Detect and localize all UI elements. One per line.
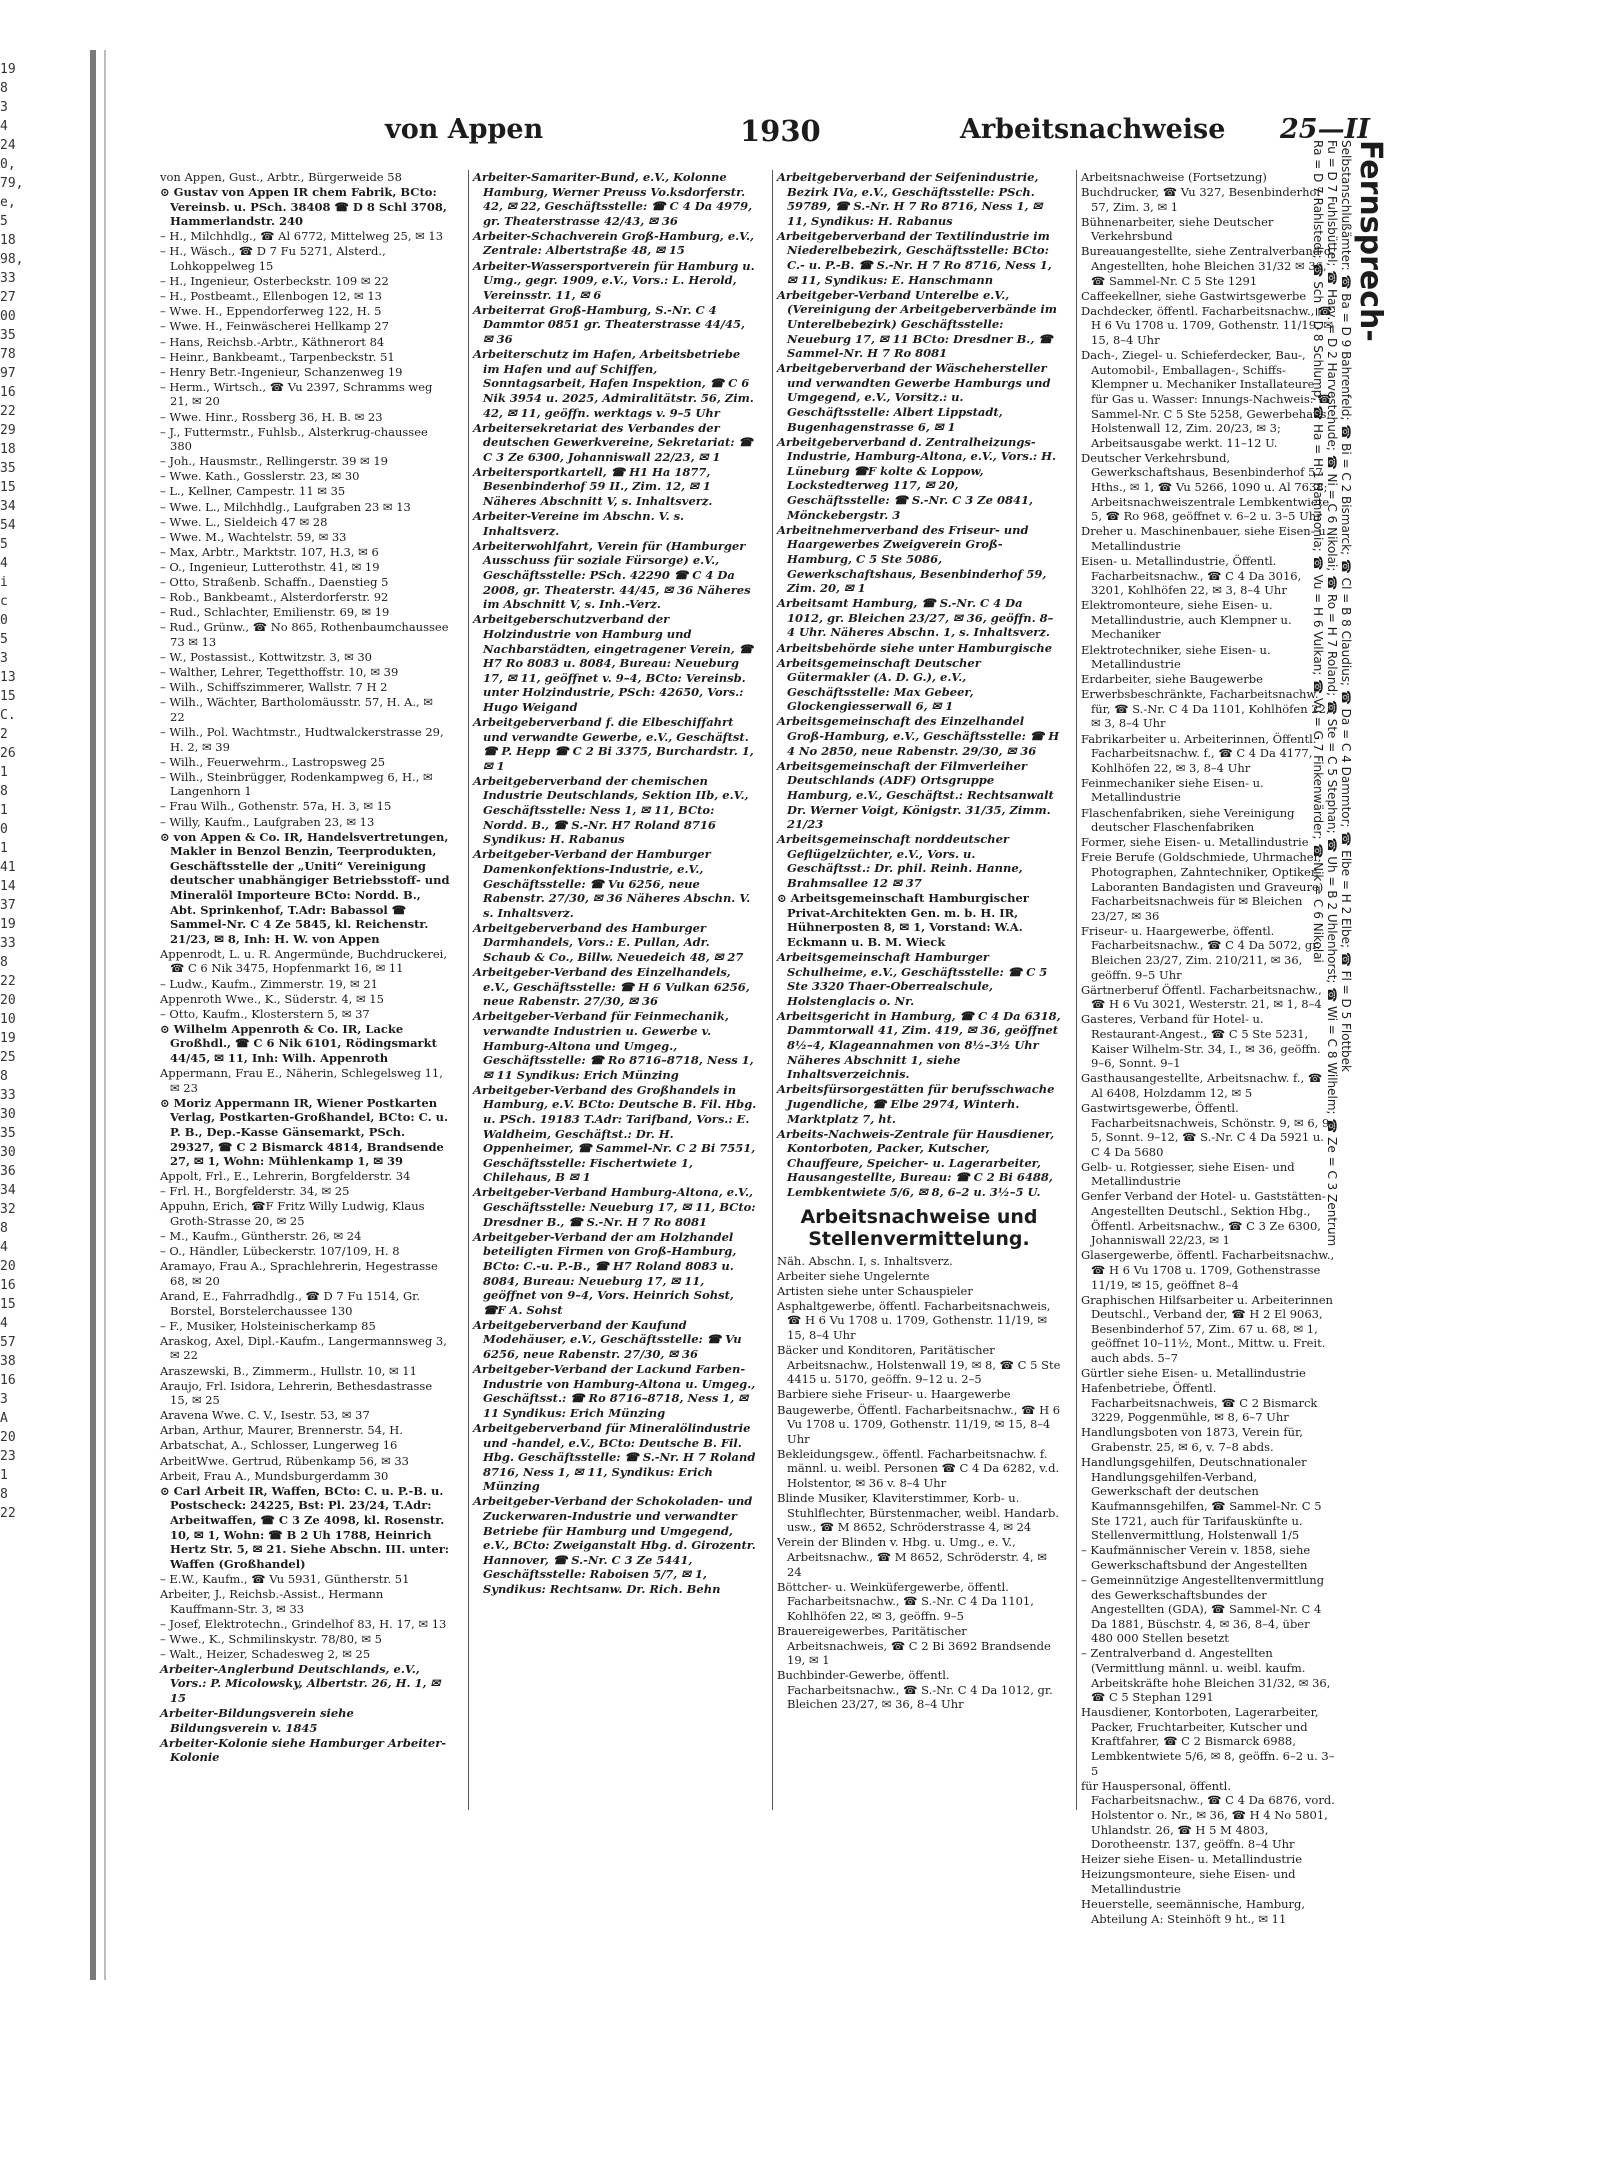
margin-fragment: 97 [0, 366, 16, 381]
directory-entry: Elektromonteure, siehe Eisen- u. Metallindustrie, auch Klempner u. Mechaniker [1081, 598, 1292, 642]
directory-entry: Arbeitgeberverband der Wäschehersteller und verwandten Gewerbe Hamburgs und Umgegend, e.V., Vorsitz.: u. Geschäftsstelle: Albert Lippstadt, Bugenhagenstrasse 6, ✉ 1 [777, 361, 1051, 434]
directory-entry: Arbeit, Frau A., Mundsburgerdamm 30 [160, 1468, 389, 1483]
directory-entry: Heizer siehe Eisen- u. Metallindustrie [1081, 1852, 1302, 1867]
directory-entry: Arbeitsgemeinschaft der Filmverleiher Deutschlands (ADF) Ortsgruppe Hamburg, e.V., Geschäftst.: Rechtsanwalt Dr. Werner Voigt, Königstr. 31/35, Zimm. 21/23 [777, 758, 1054, 832]
page-fold-shadow [90, 50, 96, 1980]
margin-fragment: 33 [0, 271, 16, 286]
directory-entry: – Walt., Heizer, Schadesweg 2, ✉ 25 [160, 1646, 371, 1661]
directory-entry: Arbeiter-Bildungsverein siehe Bildungsverein v. 1845 [160, 1706, 354, 1735]
directory-entry: Caffeekellner, siehe Gastwirtsgewerbe [1081, 288, 1307, 303]
directory-entry: – Zentralverband d. Angestellten (Vermittlung männl. u. weibl. kaufm. Arbeitskräfte hohe Bleichen 31/32, ✉ 36, ☎ C 5 Stephan 1291 [1081, 1646, 1331, 1705]
directory-entry: – J., Futtermstr., Fuhlsb., Alsterkrug-chaussee 380 [160, 424, 428, 454]
telephone-exchange-sidebar [1311, 140, 1390, 1640]
directory-entry: Näh. Abschn. I, s. Inhaltsverz. [777, 1253, 953, 1268]
directory-entry: – Max, Arbtr., Marktstr. 107, H.3, ✉ 6 [160, 544, 379, 559]
directory-entry: Bühnenarbeiter, siehe Deutscher Verkehrsbund [1081, 214, 1274, 244]
margin-fragment: 30 [0, 1145, 16, 1160]
margin-fragment: 4 [0, 1240, 8, 1255]
margin-fragment: 8 [0, 1221, 8, 1236]
directory-entry: Bureauangestellte, siehe Zentralverband d. Angestellten, hohe Bleichen 31/32 ✉ 36, ☎ Sammel-Nr. C 5 Ste 1291 [1081, 244, 1335, 288]
margin-fragment: 22 [0, 1506, 16, 1521]
directory-entry: Arbeiterrat Groß-Hamburg, S.-Nr. C 4 Dammtor 0851 gr. Theaterstrasse 44/45, ✉ 36 [473, 302, 746, 347]
directory-entry: Arbeitsgericht in Hamburg, ☎ C 4 Da 6318, Dammtorwall 41, Zim. 419, ✉ 36, geöffnet 8½–4, Klageannahmen von 8½–3½ Uhr Näheres Abschnitt 1, siehe Inhaltsverzeichnis. [777, 1008, 1061, 1082]
directory-entry: – E.W., Kaufm., ☎ Vu 5931, Güntherstr. 51 [160, 1571, 410, 1586]
margin-fragment: 35 [0, 1126, 16, 1141]
directory-entry: Arbeitsgemeinschaft Hamburger Schulheime, e.V., Geschäftsstelle: ☎ C 5 Ste 3320 Thaer-Oberrealschule, Holstenglacis o. Nr. [777, 949, 1048, 1008]
margin-fragment: 35 [0, 461, 16, 476]
directory-entry: Arbeitgeber-Verband der Schokoladen- und Zuckerwaren-Industrie und verwandter Betriebe für Hamburg und Umgegend, e.V., BCto: Zweiganstalt Hbg. d. Girozentr. Hannover, ☎ S.-Nr. C 3 Ze 5441, Geschäftsstelle: Raboisen 5/7, ✉ 1, Syndikus: Rechtsanw. Dr. Rich. Behn [473, 1494, 756, 1596]
directory-entry: – Joh., Hausmstr., Rellingerstr. 39 ✉ 19 [160, 454, 388, 469]
sidebar-line: Fu = D 7 Fuhlsbüttel; ☎ Harv. = D 2 Harvestehude; ☎ Ni = C 6 Nikolai; ☎ Ro = H 7 Roland; ☎ Ste = C 5 Stephan; ☎ Uh = B 2 Uhlenhorst; ☎ Wi = C 8 Wilhelm; ☎ Ze = C 3 Zentrum [1325, 140, 1339, 1247]
directory-entry: Handlungsgehilfen, Deutschnationaler Handlungsgehilfen-Verband, Gewerkschaft der deutschen Kaufmannsgehilfen, ☎ Sammel-Nr. C 5 Ste 1721, auch für Tarifauskünfte u. Stellenvermittlung, Holstenwall 1/5 [1081, 1455, 1322, 1543]
directory-entry: für Hauspersonal, öffentl. Facharbeitsnachw., ☎ C 4 Da 6876, vord. Holstentor o. Nr., ✉ 36, ☎ H 4 No 5801, Uhlandstr. 26, ☎ H 5 M 4803, Dorotheenstr. 137, geöffn. 8–4 Uhr [1081, 1778, 1335, 1852]
sidebar-title: Fernsprech- [1353, 140, 1388, 342]
margin-fragment: 24 [0, 138, 16, 153]
margin-fragment: i [0, 575, 8, 590]
margin-fragment: 32 [0, 1202, 16, 1217]
margin-fragment: 41 [0, 860, 16, 875]
directory-entry: Arbeitsnachweise (Fortsetzung) [1081, 170, 1267, 184]
directory-entry: Gasteres, Verband für Hotel- u. Restaurant-Angest., ☎ C 5 Ste 5231, Kaiser Wilhelm-Str. 34, I., ✉ 36, geöffn. 9–6, Sonnt. 9–1 [1081, 1012, 1321, 1071]
directory-entry: Erwerbsbeschränkte, Facharbeitsnachw. für, ☎ S.-Nr. C 4 Da 1101, Kohlhöfen 22, ✉ 3, 8–4 Uhr [1081, 687, 1330, 731]
directory-entry: Flaschenfabriken, siehe Vereinigung deutscher Flaschenfabriken [1081, 805, 1295, 835]
margin-fragment: 27 [0, 290, 16, 305]
directory-entry: – W., Postassist., Kottwitzstr. 3, ✉ 30 [160, 650, 372, 664]
directory-entry: – Heinr., Bankbeamt., Tarpenbeckstr. 51 [160, 349, 395, 364]
directory-entry: Hafenbetriebe, Öffentl. Facharbeitsnachweis, ☎ C 2 Bismarck 3229, Poggenmühle, ✉ 8, 6–7 Uhr [1081, 1381, 1318, 1425]
directory-entry: Arbeits-Nachweis-Zentrale für Hausdiener, Kontorboten, Packer, Kutscher, Chauffeure, Speicher- u. Lagerarbeiter, Hausangestellte, Bureau: ☎ C 2 Bi 6488, Lembkentwiete 5/6, ✉ 8, 6–2 u. 3½–5 U. [777, 1126, 1055, 1199]
directory-entry: Fabrikarbeiter u. Arbeiterinnen, Öffentl. Facharbeitsnachw. f., ☎ C 4 Da 4177, Kohlhöfen 22, ✉ 3, 8–4 Uhr [1081, 731, 1317, 775]
directory-entry: Arbeitgeberverband der Textilindustrie im Niederelbebezirk, Geschäftsstelle: BCto: C.- u. P.-B. ☎ S.-Nr. H 7 Ro 8716, Ness 1, ✉ 11, Syndikus: E. Hanschmann [777, 228, 1052, 287]
directory-entry: Arbeitnehmerverband des Friseur- und Haargewerbes Zweigverein Groß-Hamburg, C 5 Ste 5086, Gewerkschaftshaus, Besenbinderhof 59, Zim. 20, ✉ 1 [777, 522, 1047, 596]
margin-fragment: 79, [0, 176, 24, 191]
directory-entry: – Wilh., Pol. Wachtmstr., Hudtwalckerstrasse 29, H. 2, ✉ 39 [160, 724, 444, 754]
margin-fragment: 26 [0, 746, 16, 761]
directory-entry: Arbeiter-Kolonie siehe Hamburger Arbeiter-Kolonie [160, 1735, 447, 1765]
directory-entry: Böttcher- u. Weinküfergewerbe, öffentl. Facharbeitsnachw., ☎ S.-Nr. C 4 Da 1101, Kohlhöfen 22, ✉ 3, geöffn. 9–5 [777, 1579, 1034, 1623]
column-2 [468, 170, 757, 1810]
directory-entry: Gastwirtsgewerbe, Öffentl. Facharbeitsnachweis, Schönstr. 9, ✉ 6, 9–5, Sonnt. 9–12, ☎ S.-Nr. C 4 Da 5921 u. C 4 Da 5680 [1081, 1100, 1336, 1159]
directory-entry: Appenroth Wwe., K., Süderstr. 4, ✉ 15 [160, 991, 384, 1006]
directory-entry: Arbeiter-Anglerbund Deutschlands, e.V., Vors.: P. Micolowsky, Albertstr. 26, H. 1, ✉ 15 [160, 1661, 441, 1706]
directory-entry: – O., Ingenieur, Lutterothstr. 41, ✉ 19 [160, 559, 380, 574]
margin-fragment: 38 [0, 1354, 16, 1369]
margin-fragment: 37 [0, 898, 16, 913]
margin-fragment: 35 [0, 328, 16, 343]
margin-fragment: 14 [0, 879, 16, 894]
margin-fragment: 3 [0, 651, 8, 666]
directory-entry: – Wwe. Hinr., Rossberg 36, H. B. ✉ 23 [160, 409, 383, 424]
margin-fragment: 5 [0, 214, 8, 229]
directory-entry: Arbeitgeber-Verband Unterelbe e.V., (Vereinigung der Arbeitgeberverbände im Unterelbebezirk) Geschäftsstelle: Neueburg 17, ✉ 11 BCto: Dresdner B., ☎ Sammel-Nr. H 7 Ro 8081 [777, 287, 1057, 361]
section-heading: Arbeitsnachweise und Stellenvermittelung. [800, 1205, 1038, 1250]
directory-entry: ⊙ Wilhelm Appenroth & Co. IR, Lacke Großhdl., ☎ C 6 Nik 6101, Rödingsmarkt 44/45, ✉ 11, Inh: Wilh. Appenroth [160, 1021, 437, 1066]
directory-entry: ⊙ Arbeitsgemeinschaft Hamburgischer Privat-Architekten Gen. m. b. H. IR, Hühnerposten 8, ✉ 1, Vorstand: W.A. Eckmann u. B. M. Wieck [777, 891, 1029, 949]
margin-fragment: 3 [0, 1392, 8, 1407]
directory-entry: – Herm., Wirtsch., ☎ Vu 2397, Schramms weg 21, ✉ 20 [160, 379, 433, 409]
directory-entry: – Frl. H., Borgfelderstr. 34, ✉ 25 [160, 1184, 350, 1199]
directory-entry: Appenrodt, L. u. R. Angermünde, Buchdruckerei, ☎ C 6 Nik 3475, Hopfenmarkt 16, ✉ 11 [160, 946, 447, 976]
directory-entry: Dreher u. Maschinenbauer, siehe Eisen- u. Metallindustrie [1081, 524, 1330, 553]
margin-fragment: 78 [0, 347, 16, 362]
margin-fragment: 22 [0, 404, 16, 419]
margin-fragment: 5 [0, 632, 8, 647]
margin-fragment: 3 [0, 100, 8, 115]
margin-fragment: 36 [0, 1164, 16, 1179]
directory-entry: Hausdiener, Kontorboten, Lagerarbeiter, Packer, Fruchtarbeiter, Kutscher und Kraftfahrer, ☎ C 2 Bismarck 6988, Lembkentwiete 5/6, ✉ 8, geöffn. 6–2 u. 3–5 [1081, 1705, 1335, 1778]
margin-fragment: 25 [0, 1050, 16, 1065]
directory-entry: Bäcker und Konditoren, Paritätischer Arbeitsnachw., Holstenwall 19, ✉ 8, ☎ C 5 Ste 4415 u. 5170, geöffn. 9–12 u. 2–5 [777, 1343, 1061, 1387]
directory-entry: Araskog, Axel, Dipl.-Kaufm., Langermannsweg 3, ✉ 22 [160, 1333, 447, 1363]
directory-entry: Buchdrucker, ☎ Vu 327, Besenbinderhof 57, Zim. 3, ✉ 1 [1081, 185, 1321, 214]
directory-entry: Buchbinder-Gewerbe, öffentl. Facharbeitsnachw., ☎ S.-Nr. C 4 Da 1012, gr. Bleichen 23/27, ✉ 36, 8–4 Uhr [777, 1668, 1053, 1712]
directory-entry: Deutscher Verkehrsbund, Gewerkschaftshaus, Besenbinderhof 57 Hths., ✉ 1, ☎ Vu 5266, 1090 u. Al 7638; Arbeitsnachweiszentrale Lembkentwiete 5, ☎ Ro 968, geöffnet v. 6–2 u. 3–5 Uhr [1081, 450, 1330, 524]
margin-fragment: 34 [0, 499, 16, 514]
directory-entry: Gürtler siehe Eisen- u. Metallindustrie [1081, 1366, 1306, 1381]
directory-entry: – Rud., Schlachter, Emilienstr. 69, ✉ 19 [160, 605, 390, 620]
directory-entry: – Henry Betr.-Ingenieur, Schanzenweg 19 [160, 364, 403, 379]
directory-entry: – Otto, Kaufm., Klosterstern 5, ✉ 37 [160, 1006, 370, 1021]
directory-entry: Appuhn, Erich, ☎F Fritz Willy Ludwig, Klaus Groth-Strasse 20, ✉ 25 [160, 1199, 425, 1229]
directory-entry: – Kaufmännischer Verein v. 1858, siehe Gewerkschaftsbund der Angestellten [1081, 1543, 1311, 1572]
directory-entry: Arbeitgeberverband der chemischen Industrie Deutschlands, Sektion IIb, e.V., Geschäftsstelle: Ness 1, ✉ 11, BCto: Nordd. B., ☎ S.-Nr. H7 Roland 8716 Syndikus: H. Rabanus [473, 773, 749, 847]
header-year: 1930 [740, 114, 821, 148]
directory-entry: – O., Händler, Lübeckerstr. 107/109, H. 8 [160, 1244, 400, 1259]
page-header [160, 110, 1390, 158]
directory-page [160, 110, 1390, 1926]
directory-entry: Arand, E., Fahrradhdlg., ☎ D 7 Fu 1514, Gr. Borstel, Borstelerchaussee 130 [160, 1289, 421, 1318]
directory-entry: Gelb- u. Rotgiesser, siehe Eisen- und Metallindustrie [1081, 1159, 1295, 1189]
column-4 [1076, 170, 1336, 1926]
directory-entry: Erdarbeiter, siehe Baugewerbe [1081, 672, 1263, 687]
margin-fragment: 00 [0, 309, 16, 324]
directory-entry: Arbeiter-Vereine im Abschn. V. s. Inhaltsverz. [473, 509, 685, 538]
margin-fragment: 29 [0, 423, 16, 438]
directory-entry: Arbeitgeberverband d. Zentralheizungs-Industrie, Hamburg-Altona, e.V., Vors.: H. Lüneburg ☎F kolte & Loppow, Lockstedterweg 117, ✉ 20, Geschäftsstelle: ☎ S.-Nr. C 3 Ze 0841, Mönckebergstr. 3 [777, 434, 1056, 522]
page-fold-edge [104, 50, 106, 1980]
margin-fragment: 1 [0, 841, 8, 856]
directory-entry: Aravena Wwe. C. V., Isestr. 53, ✉ 37 [160, 1408, 370, 1423]
margin-fragment: 16 [0, 385, 16, 400]
directory-columns [160, 170, 1390, 1926]
column-3 [772, 170, 1061, 1810]
directory-entry: – Gemeinnützige Angestelltenvermittlung des Gewerkschaftsbundes der Angestellten (GDA), ☎ Sammel-Nr. C 4 Da 1881, Büschstr. 4, ✉ 36, 8–4, über 480 000 Stellen besetzt [1081, 1572, 1325, 1646]
directory-entry: Arbeitersportkartell, ☎ H1 Ha 1877, Besenbinderhof 59 II., Zim. 12, ✉ 1 Näheres Abschnitt V, s. Inhaltsverz. [473, 464, 713, 509]
margin-fragment: 19 [0, 62, 16, 77]
directory-entry: Arbeitsamt Hamburg, ☎ S.-Nr. C 4 Da 1012, gr. Bleichen 23/27, ✉ 36, geöffn. 8–4 Uhr. Näheres Abschn. 1, s. Inhaltsverz. [777, 596, 1054, 640]
directory-entry: von Appen, Gust., Arbtr., Bürgerweide 58 [160, 170, 402, 184]
directory-entry: – Wilh., Feuerwehrm., Lastropsweg 25 [160, 754, 386, 769]
directory-entry: Arbeitgeber-Verband der Hamburger Damenkonfektions-Industrie, e.V., Geschäftsstelle: ☎ Vu 6256, neue Rabenstr. 27/30, ✉ 36 Näheres Abschn. V. s. Inhaltsverz. [473, 847, 751, 920]
directory-entry: Arban, Arthur, Maurer, Brennerstr. 54, H. [160, 1423, 403, 1438]
directory-entry: – Wwe. H., Feinwäscherei Hellkamp 27 [160, 319, 389, 334]
directory-entry: – H., Wäsch., ☎ D 7 Fu 5271, Alsterd., Lohkoppelweg 15 [160, 244, 386, 274]
directory-entry: Dach-, Ziegel- u. Schieferdecker, Bau-, Automobil-, Emballagen-, Schiffs-Klempner u. Mechaniker Installateure für Gas u. Wasser: Innungs-Nachweis: ☎ Sammel-Nr. C 5 Ste 5258, Gewerbehaus, Holstenwall 12, Zim. 20/23, ✉ 3; Arbeitsausgabe werkt. 11–12 U. [1081, 348, 1332, 450]
column-1 [160, 170, 450, 1810]
margin-fragment: 19 [0, 1031, 16, 1046]
margin-fragment: 54 [0, 518, 16, 533]
directory-entry: Arbeitgeber-Verband der Lackund Farben-Industrie von Hamburg-Altona u. Umgeg., Geschäftsst.: ☎ Ro 8716–8718, Ness 1, ✉ 11 Syndikus: Erich Münzing [473, 1362, 756, 1420]
directory-entry: Gasthausangestellte, Arbeitsnachw. f., ☎ Al 6408, Holzdamm 12, ✉ 5 [1081, 1071, 1323, 1100]
directory-entry: Heizungsmonteure, siehe Eisen- und Metallindustrie [1081, 1867, 1296, 1896]
directory-entry: Freie Berufe (Goldschmiede, Uhrmacher, Photographen, Zahntechniker, Optiker, Laboranten Bandagisten und Graveure) Facharbeitsnachweis für ✉ Bleichen 23/27, ✉ 36 [1081, 850, 1324, 923]
directory-entry: Genfer Verband der Hotel- u. Gaststätten-Angestellten Deutschl., Sektion Hbg., Öffentl. Arbeitsnachw., ☎ C 3 Ze 6300, Johanniswall 22/23, ✉ 1 [1081, 1189, 1326, 1248]
margin-fragment: 18 [0, 233, 16, 248]
directory-entry: Blinde Musiker, Klaviterstimmer, Korb- u. Stuhlflechter, Bürstenmacher, weibl. Handarb. usw., ☎ M 8652, Schröderstrasse 4, ✉ 24 [777, 1491, 1060, 1535]
directory-entry: Arbeitgeber-Verband des Einzelhandels, e.V., Geschäftsstelle: ☎ H 6 Vulkan 6256, neue Rabenstr. 27/30, ✉ 36 [473, 965, 750, 1009]
margin-fragment: C. [0, 708, 16, 723]
directory-entry: Eisen- u. Metallindustrie, Öffentl. Facharbeitsnachw., ☎ C 4 Da 3016, 3201, Kohlhöfen 22, ✉ 3, 8–4 Uhr [1081, 553, 1302, 598]
directory-entry: Baugewerbe, Öffentl. Facharbeitsnachw., ☎ H 6 Vu 1708 u. 1709, Gothenstr. 11/19, ✉ 15, 8–4 Uhr [777, 1402, 1061, 1446]
margin-fragment: 19 [0, 917, 16, 932]
margin-fragment: 0 [0, 822, 8, 837]
directory-entry: – Wwe. Kath., Gosslerstr. 23, ✉ 30 [160, 469, 360, 484]
header-running-name: von Appen [385, 114, 544, 145]
margin-fragment: 0, [0, 157, 16, 172]
directory-entry: Arbeiterwohlfahrt, Verein für (Hamburger Ausschuss für soziale Fürsorge) e.V., Geschäftsstelle: PSch. 42290 ☎ C 4 Da 2008, gr. Theaterstr. 44/45, ✉ 36 Näheres im Abschnitt V, s. Inh.-Verz. [473, 538, 751, 612]
margin-fragment: 18 [0, 442, 16, 457]
margin-fragment: 23 [0, 1449, 16, 1464]
directory-entry: Araszewski, B., Zimmerm., Hullstr. 10, ✉ 11 [160, 1363, 417, 1378]
directory-entry: – H., Milchhdlg., ☎ Al 6772, Mittelweg 25, ✉ 13 [160, 229, 444, 244]
directory-entry: – Wwe. L., Milchhdlg., Laufgraben 23 ✉ 13 [160, 499, 411, 514]
directory-entry: Barbiere siehe Friseur- u. Haargewerbe [777, 1387, 1011, 1402]
margin-fragment: 16 [0, 1373, 16, 1388]
directory-entry: Brauereigewerbes, Paritätischer Arbeitsnachweis, ☎ C 2 Bi 3692 Brandsende 19, ✉ 1 [777, 1623, 1051, 1668]
directory-entry: Arbatschat, A., Schlosser, Lungerweg 16 [160, 1438, 398, 1453]
directory-entry: Verein der Blinden v. Hbg. u. Umg., e. V., Arbeitsnachw., ☎ M 8652, Schröderstr. 4, ✉ 24 [777, 1535, 1047, 1579]
directory-entry: Feinmechaniker siehe Eisen- u. Metallindustrie [1081, 775, 1264, 805]
margin-fragment: 8 [0, 955, 8, 970]
margin-fragment: 8 [0, 1487, 8, 1502]
directory-entry: Arbeitgeberverband des Hamburger Darmhandels, Vors.: E. Pullan, Adr. Schaub & Co., Billw. Neuedeich 48, ✉ 27 [473, 920, 744, 964]
directory-entry: Bekleidungsgew., öffentl. Facharbeitsnachw. f. männl. u. weibl. Personen ☎ C 4 Da 6282, v.d. Holstentor, ✉ 36 v. 8–4 Uhr [777, 1446, 1060, 1490]
header-page-number: 25—II [1280, 114, 1370, 145]
margin-fragment: 20 [0, 1430, 16, 1445]
margin-fragment: 4 [0, 119, 8, 134]
directory-entry: ArbeitWwe. Gertrud, Rübenkamp 56, ✉ 33 [160, 1453, 409, 1468]
directory-entry: – Wwe. M., Wachtelstr. 59, ✉ 33 [160, 529, 347, 544]
directory-entry: – Wilh., Steinbrügger, Rodenkampweg 6, H., ✉ Langenhorn 1 [160, 769, 433, 799]
margin-fragment: 8 [0, 1069, 8, 1084]
directory-entry: Arbeitgeber-Verband für Feinmechanik, verwandte Industrien u. Gewerbe v. Hamburg-Altona und Umgeg., Geschäftsstelle: ☎ Ro 8716–8718, Ness 1, ✉ 11 Syndikus: Erich Münzing [473, 1009, 754, 1082]
margin-fragment: 2 [0, 727, 8, 742]
directory-entry: Arbeitgeberverband f. die Elbeschiffahrt und verwandte Gewerbe, e.V., Geschäftst. ☎ P. Hepp ☎ C 2 Bi 3375, Burchardstr. 1, ✉ 1 [473, 714, 754, 773]
margin-fragment: 1 [0, 1468, 8, 1483]
directory-entry: – Wilh., Wächter, Bartholomäusstr. 57, H. A., ✉ 22 [160, 695, 433, 724]
directory-entry: Arbeitgeberverband für Mineralölindustrie und -handel, e.V., BCto: Deutsche B. Fil. Hbg. Geschäftsstelle: ☎ S.-Nr. H 7 Roland 8716, Ness 1, ✉ 11, Syndikus: Erich Münzing [473, 1420, 756, 1494]
directory-entry: – Rud., Grünw., ☎ No 865, Rothenbaumchaussee 73 ✉ 13 [160, 620, 449, 649]
directory-entry: Arbeiter-Samariter-Bund, e.V., Kolonne Hamburg, Werner Preuss Vo.ksdorferstr. 42, ✉ 22, Geschäftsstelle: ☎ C 4 Da 4979, gr. Theaterstrasse 42/43, ✉ 36 [473, 170, 753, 228]
margin-fragment: 4 [0, 556, 8, 571]
directory-entry: Araujo, Frl. Isidora, Lehrerin, Bethesdastrasse 15, ✉ 25 [160, 1378, 433, 1408]
directory-entry: – Walther, Lehrer, Tegetthoffstr. 10, ✉ 39 [160, 665, 399, 680]
directory-entry: Handlungsboten von 1873, Verein für, Grabenstr. 25, ✉ 6, v. 7–8 abds. [1081, 1425, 1303, 1455]
margin-fragment: 8 [0, 784, 8, 799]
directory-entry: Glasergewerbe, öffentl. Facharbeitsnachw., ☎ H 6 Vu 1708 u. 1709, Gothenstrasse 11/19, ✉ 15, geöffnet 8–4 [1081, 1248, 1335, 1292]
margin-fragment: 1 [0, 803, 8, 818]
directory-entry: – H., Ingenieur, Osterbeckstr. 109 ✉ 22 [160, 274, 389, 289]
directory-entry: Dachdecker, öffentl. Facharbeitsnachw., ☎ H 6 Vu 1708 u. 1709, Gothenstr. 11/19, ✉ 15, 8–4 Uhr [1081, 303, 1334, 348]
margin-fragment: 16 [0, 1278, 16, 1293]
directory-entry: ⊙ von Appen & Co. IR, Handelsvertretungen, Makler in Benzol Benzin, Teerprodukten, Geschäftsstelle der „Uniti“ Vereinigung deutscher unabhängiger Betriebsstoff- und Mineralöl Importeure BCto: Nordd. B., Abt. Sprinkenhof, T.Adr: Babassol ☎ Sammel-Nr. C 4 Ze 5845, kl. Reichenstr. 21/23, ✉ 8, Inh: H. W. von Appen [160, 829, 450, 946]
directory-entry: Graphischen Hilfsarbeiter u. Arbeiterinnen Deutschl., Verband der, ☎ H 2 El 9063, Besenbinderhof 57, Zim. 67 u. 68, ✉ 1, geöffnet 10–11½, Mont., Mittw. u. Freit. auch abds. 5–7 [1081, 1292, 1333, 1365]
margin-fragment: 33 [0, 936, 16, 951]
margin-fragment: 15 [0, 480, 16, 495]
directory-entry: Arbeitsgemeinschaft Deutscher Gütermakler (A. D. G.), e.V., Geschäftsstelle: Max Gebeer, Glockengiesserwall 6, ✉ 1 [777, 655, 981, 714]
directory-entry: Gärtnerberuf Öffentl. Facharbeitsnachw., ☎ H 6 Vu 3021, Westerstr. 21, ✉ 1, 8–4 [1081, 982, 1322, 1012]
directory-entry: Arbeitersekretariat des Verbandes der deutschen Gewerkvereine, Sekretariat: ☎ C 3 Ze 6300, Johanniswall 22/23, ✉ 1 [473, 420, 753, 464]
directory-entry: – Wwe. L., Sieldeich 47 ✉ 28 [160, 514, 328, 529]
directory-entry: Arbeitgeber-Verband des Großhandels in Hamburg, e.V. BCto: Deutsche B. Fil. Hbg. u. PSch. 19183 T.Adr: Tarifband, Vors.: E. Waldheim, Geschäftst.: Dr. H. Oppenheimer, ☎ Sammel-Nr. C 2 Bi 7551, Geschäftsstelle: Fischertwiete 1, Chilehaus, B ✉ 1 [473, 1082, 757, 1185]
directory-entry: Arbeitgeberverband der Seifenindustrie, Bezirk IVa, e.V., Geschäftsstelle: PSch. 59789, ☎ S.-Nr. H 7 Ro 8716, Ness 1, ✉ 11, Syndikus: H. Rabanus [777, 170, 1043, 228]
directory-entry: Arbeiter siehe Ungelernte [777, 1268, 930, 1283]
margin-fragment: c [0, 594, 8, 609]
margin-fragment: 15 [0, 1297, 16, 1312]
margin-fragment: 5 [0, 537, 8, 552]
margin-fragment: 1 [0, 765, 8, 780]
directory-entry: Heuerstelle, seemännische, Hamburg, Abteilung A: Steinhöft 9 ht., ✉ 11 [1081, 1896, 1306, 1926]
directory-entry: – Wwe., K., Schmilinskystr. 78/80, ✉ 5 [160, 1631, 382, 1646]
sidebar-line: Selbstanschlußämter: ☎ Ba = D 9 Bahrenfeld; ☎ Bi = C 2 Bismarck; ☎ Cl = B 8 Claudius; ☎ Da = C 4 Dammtor; ☎ Elbe = H 2 Elbe; ☎ Fl = D 5 Flottbek [1339, 140, 1353, 1072]
margin-fragment: 8 [0, 81, 8, 96]
margin-fragment: 15 [0, 689, 16, 704]
directory-entry: Former, siehe Eisen- u. Metallindustrie [1081, 835, 1309, 850]
margin-fragment: 98, [0, 252, 24, 267]
directory-entry: – H., Postbeamt., Ellenbogen 12, ✉ 13 [160, 289, 382, 304]
directory-entry: Friseur- u. Haargewerbe, öffentl. Facharbeitsnachw., ☎ C 4 Da 5072, gr. Bleichen 23/27, Zim. 210/211, ✉ 36, geöffn. 9–5 Uhr [1081, 923, 1321, 982]
directory-entry: – Wilh., Schiffszimmerer, Wallstr. 7 H 2 [160, 680, 388, 695]
directory-entry: – L., Kellner, Campestr. 11 ✉ 35 [160, 484, 346, 499]
directory-entry: Aramayo, Frau A., Sprachlehrerin, Hegestrasse 68, ✉ 20 [160, 1259, 438, 1288]
margin-fragment: A [0, 1411, 8, 1426]
directory-entry: Arbeitsbehörde siehe unter Hamburgische [777, 640, 1053, 655]
directory-entry: Artisten siehe unter Schauspieler [777, 1283, 973, 1298]
directory-entry: Arbeitsfürsorgestätten für berufsschwache Jugendliche, ☎ Elbe 2974, Winterh. Marktplatz 7, ht. [777, 1082, 1055, 1126]
sidebar-line: Ra = D 7 Rahlstedt; ☎ Sch = D 8 Schlump; ☎ Ha = H 1 Hammonia; ☎ Vu = H 6 Vulkan; ☎ Vu = G 7 Finkenwärder; ☎ Nik = C 6 Nikolai [1311, 140, 1325, 963]
directory-entry: – M., Kaufm., Güntherstr. 26, ✉ 24 [160, 1229, 362, 1244]
directory-entry: Arbeitgeber-Verband Hamburg-Altona, e.V., Geschäftsstelle: Neueburg 17, ✉ 11, BCto: Dresdner B., ☎ S.-Nr. H 7 Ro 8081 [473, 1185, 756, 1229]
header-section: Arbeitsnachweise [960, 114, 1226, 145]
directory-entry: – Rob., Bankbeamt., Alsterdorferstr. 92 [160, 590, 389, 605]
directory-entry: – Ludw., Kaufm., Zimmerstr. 19, ✉ 21 [160, 976, 378, 991]
directory-entry: ⊙ Gustav von Appen IR chem Fabrik, BCto: Vereinsb. u. PSch. 38408 ☎ D 8 Schl 3708, Hammerlandstr. 240 [160, 185, 447, 229]
directory-entry: Arbeitgeber-Verband der am Holzhandel beteiligten Firmen von Groß-Hamburg, BCto: C.-u. P.-B., ☎ H7 Roland 8083 u. 8084, Bureau: Neueburg 17, ✉ 11, geöffnet von 9–4, Vors. Heinrich Sohst, ☎F A. Sohst [473, 1229, 737, 1317]
directory-entry: – Willy, Kaufm., Laufgraben 23, ✉ 13 [160, 814, 375, 829]
directory-entry: Arbeiter-Wassersportverein für Hamburg u. Umg., gegr. 1909, e.V., Vors.: L. Herold, Vereinsstr. 11, ✉ 6 [473, 258, 755, 302]
margin-fragment: e, [0, 195, 16, 210]
margin-fragment: 0 [0, 613, 8, 628]
margin-fragment: 4 [0, 1316, 8, 1331]
directory-entry: Arbeiter, J., Reichsb.-Assist., Hermann Kauffmann-Str. 3, ✉ 33 [160, 1586, 384, 1616]
directory-entry: Appermann, Frau E., Näherin, Schlegelsweg 11, ✉ 23 [160, 1066, 443, 1095]
directory-entry: Elektrotechniker, siehe Eisen- u. Metallindustrie [1081, 642, 1271, 672]
neighbor-page-margin [0, 60, 24, 1940]
directory-entry: – Wwe. H., Eppendorferweg 122, H. 5 [160, 304, 382, 319]
directory-entry: Arbeitsgemeinschaft norddeutscher Geflügelzüchter, e.V., Vors. u. Geschäftsst.: Dr. phil. Reinh. Hanne, Brahmsallee 12 ✉ 37 [777, 832, 1023, 890]
directory-entry: Arbeitsgemeinschaft des Einzelhandel Groß-Hamburg, e.V., Geschäftsstelle: ☎ H 4 No 2850, neue Rabenstr. 29/30, ✉ 36 [777, 714, 1060, 758]
margin-fragment: 20 [0, 993, 16, 1008]
margin-fragment: 13 [0, 670, 16, 685]
margin-fragment: 33 [0, 1088, 16, 1103]
directory-entry: ⊙ Moriz Appermann IR, Wiener Postkarten Verlag, Postkarten-Großhandel, BCto: C. u. P. B., Dep.-Kasse Gänsemarkt, PSch. 29327, ☎ C 2 Bismarck 4814, Brandsende 27, ✉ 1, Wohn: Mühlenkamp 1, ✉ 39 [160, 1095, 448, 1169]
directory-entry: Arbeiter-Schachverein Groß-Hamburg, e.V., Zentrale: Albertstraße 48, ✉ 15 [473, 228, 755, 258]
margin-fragment: 30 [0, 1107, 16, 1122]
directory-entry: – Josef, Elektrotechn., Grindelhof 83, H. 17, ✉ 13 [160, 1616, 447, 1631]
directory-entry: Arbeiterschutz im Hafen, Arbeitsbetriebe im Hafen und auf Schiffen, Sonntagsarbeit, Hafen Inspektion, ☎ C 6 Nik 3954 u. 2025, Admiralitätstr. 56, Zim. 42, ✉ 11, geöffn. werktags v. 9–5 Uhr [473, 347, 754, 420]
directory-entry: – Hans, Reichsb.-Arbtr., Käthnerort 84 [160, 334, 385, 349]
directory-entry: – Otto, Straßenb. Schaffn., Daenstieg 5 [160, 575, 389, 590]
directory-entry: Asphaltgewerbe, öffentl. Facharbeitsnachweis, ☎ H 6 Vu 1708 u. 1709, Gothenstr. 11/19, ✉ 15, 8–4 Uhr [777, 1298, 1051, 1343]
directory-entry: – F., Musiker, Holsteinischerkamp 85 [160, 1318, 376, 1333]
directory-entry: Arbeitgeberverband der Kaufund Modehäuser, e.V., Geschäftsstelle: ☎ Vu 6256, neue Rabenstr. 27/30, ✉ 36 [473, 1317, 742, 1361]
margin-fragment: 57 [0, 1335, 16, 1350]
directory-entry: ⊙ Carl Arbeit IR, Waffen, BCto: C. u. P.-B. u. Postscheck: 24225, Bst: Pl. 23/24, T.Adr: Arbeitwaffen, ☎ C 3 Ze 4098, kl. Rosenstr. 10, ✉ 1, Wohn: ☎ B 2 Uh 1788, Heinrich Hertz Str. 5, ✉ 21. Siehe Abschn. III. unter: Waffen (Großhandel) [160, 1483, 450, 1571]
margin-fragment: 34 [0, 1183, 16, 1198]
margin-fragment: 10 [0, 1012, 16, 1027]
directory-entry: Appolt, Frl., E., Lehrerin, Borgfelderstr. 34 [160, 1169, 411, 1184]
sidebar-rotated-text [1311, 140, 1388, 1640]
margin-fragment: 22 [0, 974, 16, 989]
directory-entry: – Frau Wilh., Gothenstr. 57a, H. 3, ✉ 15 [160, 799, 392, 814]
margin-fragment: 20 [0, 1259, 16, 1274]
directory-entry: Arbeitgeberschutzverband der Holzindustrie von Hamburg und Nachbarstädten, eingetragener Verein, ☎ H7 Ro 8083 u. 8084, Bureau: Neueburg 17, ✉ 11, geöffnet v. 9–4, BCto: Vereinsb. unter Holzindustrie, PSch: 42650, Vors.: Hugo Weigand [473, 612, 754, 714]
